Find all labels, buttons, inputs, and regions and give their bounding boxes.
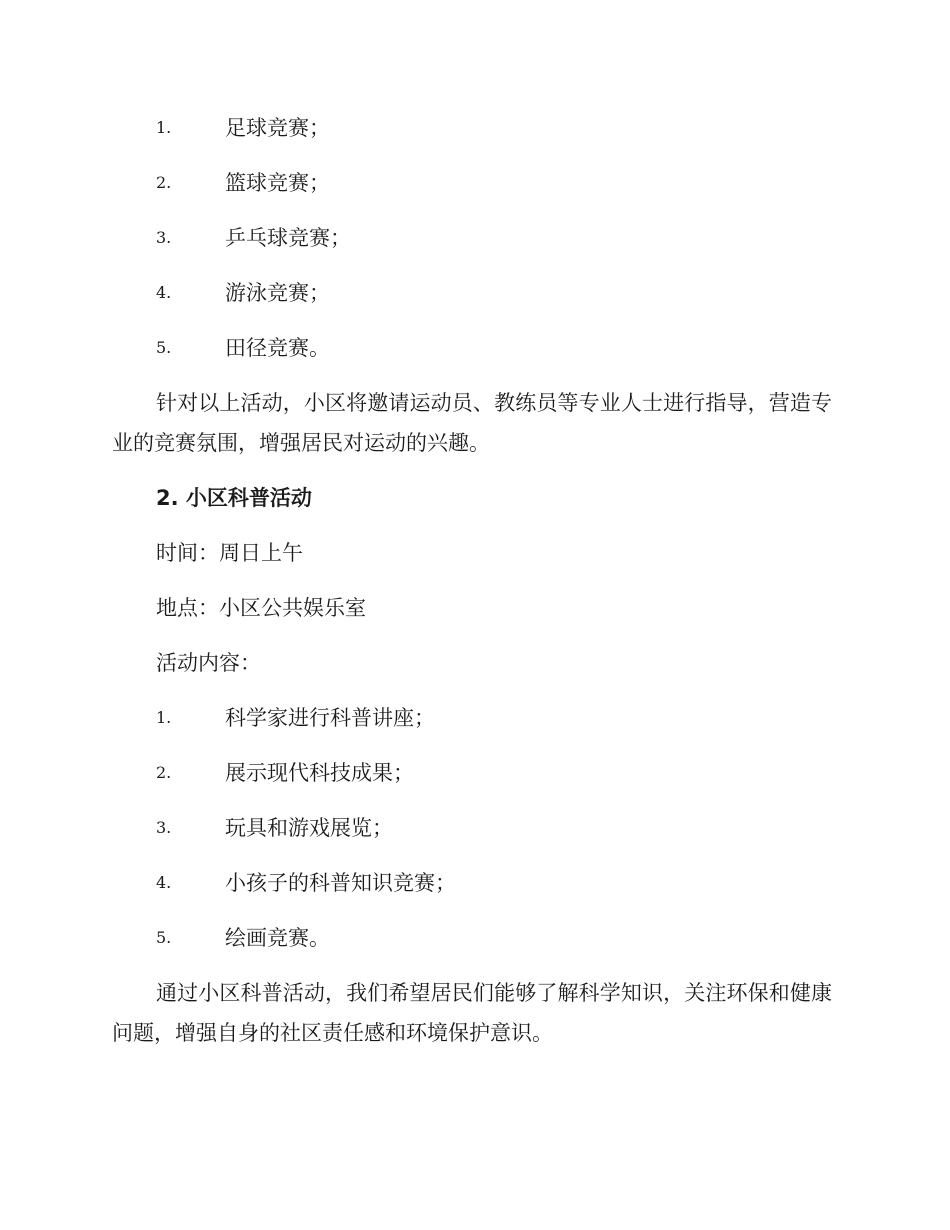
list-item-text: 展示现代科技成果； [225, 761, 414, 785]
list-item-text: 绘画竞赛。 [225, 926, 330, 950]
list-item-text: 篮球竞赛； [225, 171, 330, 195]
list-item-number: 3. [156, 228, 172, 247]
list-item-number: 4. [156, 283, 172, 302]
list-item-number: 1. [156, 118, 172, 137]
list-item-number: 5. [156, 928, 172, 947]
list-item-text: 田径竞赛。 [225, 336, 330, 360]
list-item-text: 乒乓球竞赛； [225, 226, 351, 250]
section-heading: 2. 小区科普活动 [156, 486, 312, 510]
list-item-number: 3. [156, 818, 172, 837]
list-item-number: 4. [156, 873, 172, 892]
list-item-text: 玩具和游戏展览； [225, 816, 393, 840]
event-content-label: 活动内容： [156, 651, 261, 675]
list-item-number: 2. [156, 173, 172, 192]
event-place: 地点：小区公共娱乐室 [156, 596, 366, 620]
list-item-number: 1. [156, 708, 172, 727]
paragraph-science-summary: 通过小区科普活动，我们希望居民们能够了解科学知识，关注环保和健康问题，增强自身的社区责任感和环境保护意识。 [112, 981, 832, 1045]
list-item-text: 小孩子的科普知识竞赛； [225, 871, 456, 895]
list-item-text: 足球竞赛； [225, 116, 330, 140]
paragraph-sports-summary: 针对以上活动，小区将邀请运动员、教练员等专业人士进行指导，营造专业的竞赛氛围，增强居民对运动的兴趣。 [112, 391, 832, 455]
event-time: 时间：周日上午 [156, 541, 303, 565]
list-item-number: 5. [156, 338, 172, 357]
list-item-text: 游泳竞赛； [225, 281, 330, 305]
list-item-text: 科学家进行科普讲座； [225, 706, 435, 730]
list-item-number: 2. [156, 763, 172, 782]
